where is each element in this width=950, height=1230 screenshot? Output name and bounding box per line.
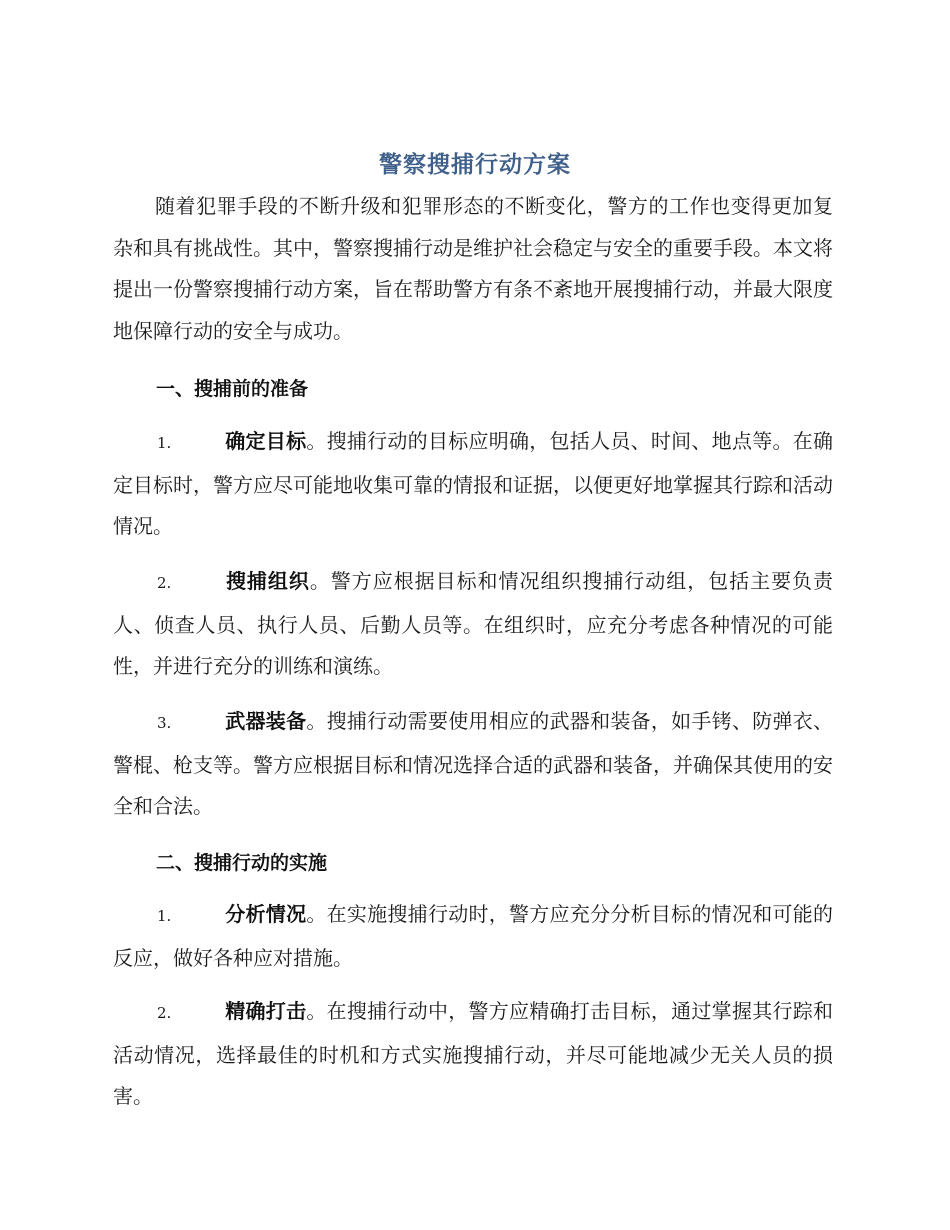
item-term: 分析情况 (225, 902, 307, 926)
item-text: 。搜捕行动需要使用相应的武器和装备，如手铐、防弹衣、警棍、枪支等。警方应根据目标和情况选择合适的武器和装备，并确保其使用的安全和合法。 (113, 709, 834, 818)
item-text: 。警方应根据目标和情况组织搜捕行动组，包括主要负责人、侦查人员、执行人员、后勤人员等。在组织时，应充分考虑各种情况的可能性，并进行充分的训练和演练。 (113, 569, 834, 678)
item-term: 精确打击 (225, 999, 307, 1023)
list-item (113, 991, 833, 1118)
item-number: 2. (157, 1004, 172, 1022)
item-number: 1. (157, 907, 172, 925)
list-item (113, 421, 833, 548)
item-term: 武器装备 (225, 709, 307, 733)
section-heading-execution: 二、搜捕行动的实施 (156, 852, 328, 874)
document-title: 警察搜捕行动方案 (379, 152, 571, 178)
item-text: 。搜捕行动的目标应明确，包括人员、时间、地点等。在确定目标时，警方应尽可能地收集可靠的情报和证据，以便更好地掌握其行踪和活动情况。 (113, 429, 834, 538)
item-number: 3. (157, 714, 172, 732)
list-item (113, 561, 833, 688)
item-term: 搜捕组织 (225, 569, 310, 593)
section-heading-preparation: 一、搜捕前的准备 (156, 378, 309, 400)
item-number: 2. (157, 574, 172, 592)
item-number: 1. (157, 434, 172, 452)
intro-paragraph: 随着犯罪手段的不断升级和犯罪形态的不断变化，警方的工作也变得更加复杂和具有挑战性。其中，警察搜捕行动是维护社会稳定与安全的重要手段。本文将提出一份警察搜捕行动方案，旨在帮助警方有条不紊地开展搜捕行动，并最大限度地保障行动的安全与成功。 (113, 194, 833, 343)
list-item (113, 701, 833, 828)
list-item (113, 894, 833, 979)
item-text: 。在搜捕行动中，警方应精确打击目标，通过掌握其行踪和活动情况，选择最佳的时机和方式实施搜捕行动，并尽可能地减少无关人员的损害。 (113, 999, 834, 1108)
item-term: 确定目标 (225, 429, 307, 453)
item-text: 。在实施搜捕行动时，警方应充分分析目标的情况和可能的反应，做好各种应对措施。 (113, 902, 834, 970)
